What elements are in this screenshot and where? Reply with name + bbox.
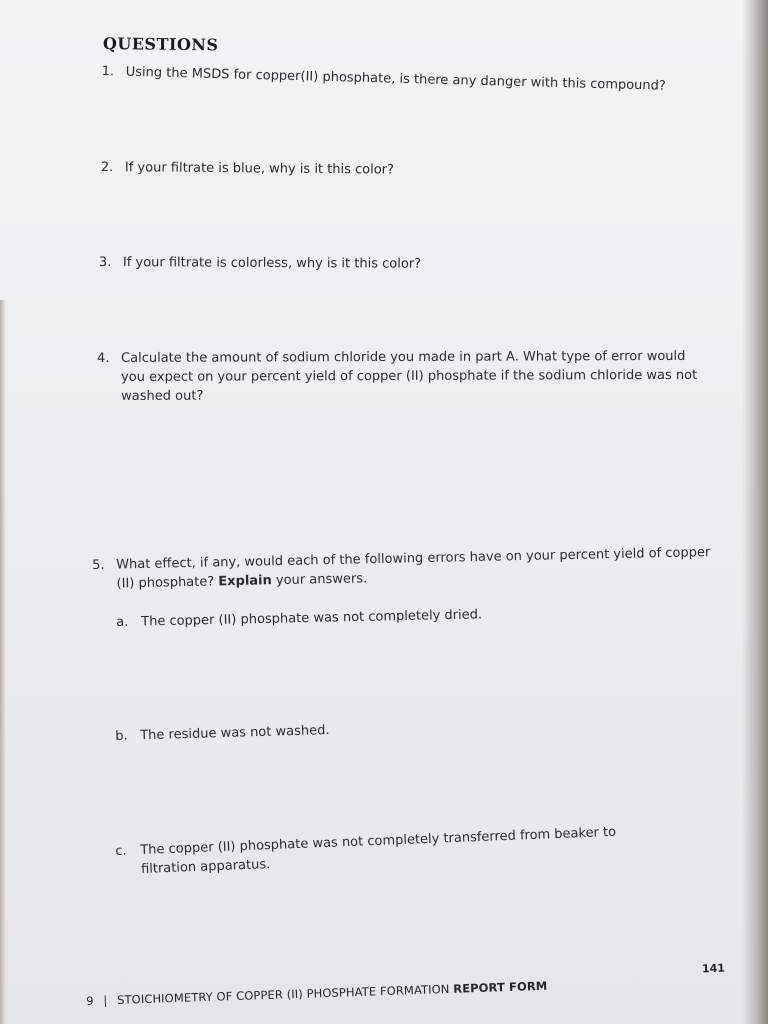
footer-chapter-number: 9 [86, 993, 94, 1008]
question-5c-line-2: filtration apparatus. [140, 857, 271, 878]
question-4-line-1: Calculate the amount of sodium chloride you made in part A. What type of error would [121, 348, 686, 366]
question-2-number: 2. [100, 159, 114, 176]
question-4-number: 4. [97, 350, 110, 366]
question-5b-letter: b. [115, 728, 128, 744]
question-5 [92, 543, 713, 606]
question-5b [115, 713, 615, 751]
question-5-line-2-end: your answers. [271, 571, 368, 589]
question-2-text: If your filtrate is blue, why is it this color? [124, 160, 395, 178]
page-left-shadow [0, 300, 6, 1024]
question-4-line-2: you expect on your percent yield of copper (II) phosphate if the sodium chloride was not [121, 367, 698, 385]
page-number: 141 [701, 961, 726, 976]
question-5b-text: The residue was not washed. [140, 723, 330, 744]
question-3 [99, 253, 659, 286]
question-4 [97, 347, 697, 419]
question-5-line-1: What effect, if any, would each of the following errors have on your percent yield of copper [116, 545, 711, 573]
question-2 [101, 158, 661, 193]
question-5c [115, 821, 656, 886]
question-5-explain-bold: Explain [218, 573, 272, 590]
question-5a [116, 603, 616, 637]
footer-report-form: REPORT FORM [453, 978, 548, 996]
question-5a-letter: a. [116, 614, 129, 630]
question-3-number: 3. [98, 254, 112, 271]
question-5c-line-1: The copper (II) phosphate was not completely transferred from beaker to [140, 824, 617, 859]
question-5-number: 5. [92, 557, 105, 573]
question-1 [101, 62, 666, 117]
question-5a-text: The copper (II) phosphate was not completely dried. [141, 607, 483, 630]
footer-title: STOICHIOMETRY OF COPPER (II) PHOSPHATE FORMATION [116, 981, 450, 1007]
question-4-line-3: washed out? [121, 388, 204, 404]
question-3-text: If your filtrate is colorless, why is it this color? [122, 255, 422, 272]
question-5c-letter: c. [115, 843, 127, 859]
footer [86, 979, 548, 1008]
page-right-edge [742, 0, 768, 1024]
footer-separator: | [103, 993, 108, 1008]
questions-heading: QUESTIONS [102, 34, 219, 55]
question-1-text: Using the MSDS for copper(II) phosphate, is there any danger with this compound? [125, 64, 666, 94]
question-5-line-2-start: (II) phosphate? [116, 574, 219, 592]
question-1-number: 1. [101, 63, 115, 80]
